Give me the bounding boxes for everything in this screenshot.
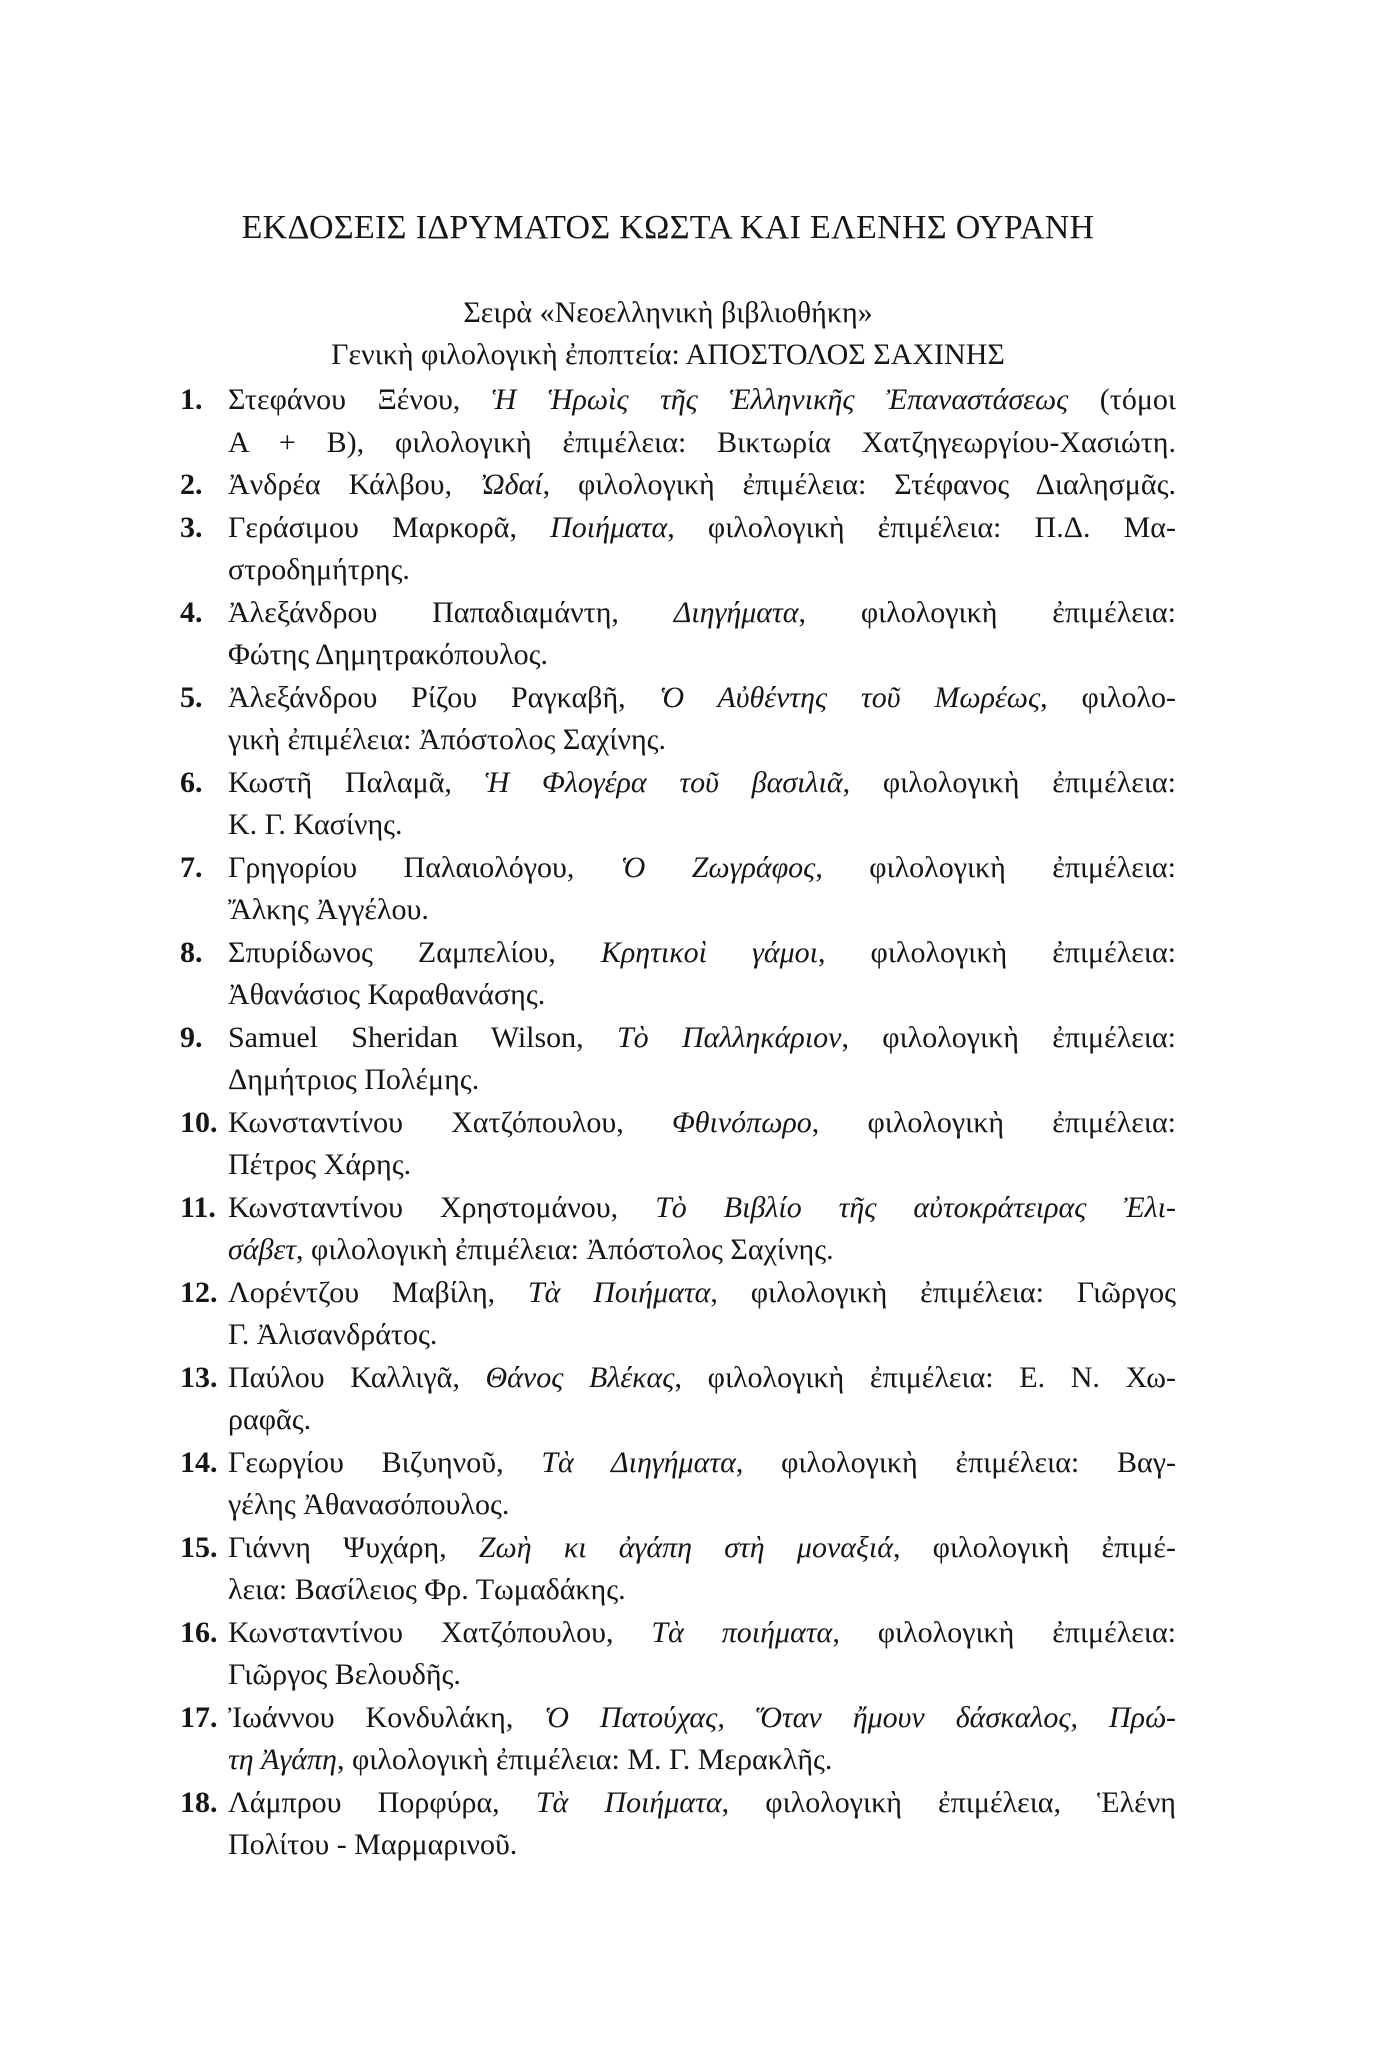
publisher-title: ΕΚΔΟΣΕΙΣ ΙΔΡΥΜΑΤΟΣ ΚΩΣΤΑ ΚΑΙ ΕΛΕΝΗΣ ΟΥΡΑΝΗ xyxy=(241,209,1095,246)
entry-line xyxy=(228,974,1176,1017)
entry-text: , φιλολογικὴ ἐπιμέλεια: Βαγ- xyxy=(735,1445,1176,1479)
list-item xyxy=(180,1527,1176,1612)
entry-text: στροδημήτρης. xyxy=(228,553,410,586)
entry-line xyxy=(228,464,1176,507)
item-number: 9. xyxy=(180,1020,203,1054)
entry-text: , φιλολογικὴ ἐπιμέ- xyxy=(892,1530,1176,1564)
book-title: Φθινόπωρο xyxy=(671,1105,812,1139)
entry-line xyxy=(228,1824,1176,1867)
entry-text: Γεωργίου Βιζυηνοῦ, xyxy=(228,1445,542,1479)
entry-line xyxy=(228,1654,1176,1697)
entry-text: Πέτρος Χάρης. xyxy=(228,1148,412,1181)
book-title: Ὁ Ζωγράφος xyxy=(620,850,816,884)
book-title: Τὸ Παλληκάριον xyxy=(617,1020,842,1054)
list-item xyxy=(180,1017,1176,1102)
entry-line xyxy=(228,1739,1176,1782)
entry-line xyxy=(228,847,1176,890)
list-item xyxy=(180,1442,1176,1527)
entry-text: Κωστῆ Παλαμᾶ, xyxy=(228,765,485,799)
entry-text: , φιλολογικὴ ἐπιμέλεια: xyxy=(798,595,1176,629)
entry-text: Κωνσταντίνου Χρηστομάνου, xyxy=(228,1190,656,1224)
entry-text: Α + Β), φιλολογικὴ ἐπιμέλεια: Βικτωρία Χατζηγεωργίου-Χασιώτη. xyxy=(228,425,1176,459)
entry-line xyxy=(228,1697,1176,1740)
list-item xyxy=(180,1697,1176,1782)
list-item xyxy=(180,1782,1176,1867)
book-title: Ζωὴ κι ἀγάπη στὴ μοναξιά xyxy=(478,1530,893,1564)
entry-text: Ἄλκης Ἀγγέλου. xyxy=(228,893,429,926)
entry-text: Ἀλεξάνδρου Παπαδιαμάντη, xyxy=(228,595,674,629)
entry-text: , φιλολογικὴ ἐπιμέλεια: xyxy=(811,1105,1176,1139)
book-title: Κρητικοὶ γάμοι xyxy=(600,935,818,969)
entry-text: , φιλολογικὴ ἐπιμέλεια: Γιῶργος xyxy=(710,1275,1176,1309)
entry-text: ραφᾶς. xyxy=(228,1403,312,1436)
item-number: 5. xyxy=(180,680,203,714)
list-item xyxy=(180,1102,1176,1187)
book-title: Διηγήματα xyxy=(673,595,799,629)
entry-text: , φιλολογικὴ ἐπιμέλεια: Ε. Ν. Χω- xyxy=(674,1360,1176,1394)
entry-text: , φιλολογικὴ ἐπιμέλεια: Στέφανος Διαλησμᾶς. xyxy=(542,468,1176,501)
book-title: Τὰ Ποιήματα xyxy=(527,1275,711,1309)
entry-text: , φιλολογικὴ ἐπιμέλεια: xyxy=(815,850,1176,884)
entry-text: γικὴ ἐπιμέλεια: Ἀπόστολος Σαχίνης. xyxy=(228,723,667,756)
entry-text: Λορέντζου Μαβίλη, xyxy=(228,1275,528,1309)
item-number: 13. xyxy=(180,1360,218,1394)
list-item xyxy=(180,932,1176,1017)
entry-text: Ἀθανάσιος Καραθανάσης. xyxy=(228,978,546,1011)
entry-line xyxy=(228,634,1176,677)
entry-text: , φιλολογικὴ ἐπιμέλεια, Ἑλένη xyxy=(721,1785,1176,1819)
entry-line xyxy=(228,1017,1176,1060)
book-title: σάβετ xyxy=(228,1233,297,1266)
entry-line xyxy=(228,804,1176,847)
item-number: 1. xyxy=(180,383,203,416)
list-item xyxy=(180,847,1176,932)
entry-line xyxy=(228,1229,1176,1272)
item-number: 15. xyxy=(180,1530,218,1564)
item-number: 10. xyxy=(180,1105,218,1139)
entry-line xyxy=(228,1187,1176,1230)
item-number: 4. xyxy=(180,595,203,629)
entry-text: (τόμοι xyxy=(1068,383,1176,416)
entry-text: , φιλολογικὴ ἐπιμέλεια: xyxy=(817,935,1176,969)
item-number: 8. xyxy=(180,935,203,969)
list-item xyxy=(180,507,1176,592)
book-title: Ἡ Ἡρωὶς τῆς Ἑλληνικῆς Ἐπαναστάσεως xyxy=(491,383,1069,416)
entry-line xyxy=(228,422,1176,465)
entry-line xyxy=(228,1272,1176,1315)
book-title: τη Ἀγάπη xyxy=(228,1743,337,1776)
entry-line xyxy=(228,1527,1176,1570)
entry-text: Παύλου Καλλιγᾶ, xyxy=(228,1360,486,1394)
entry-line xyxy=(228,549,1176,592)
entry-text: Λάμπρου Πορφύρα, xyxy=(228,1785,536,1819)
entry-line xyxy=(228,1314,1176,1357)
entry-text: , φιλολογικὴ ἐπιμέλεια: Μ. Γ. Μερακλῆς. xyxy=(336,1743,833,1776)
list-item xyxy=(180,592,1176,677)
entry-text: Ἰωάννου Κονδυλάκη, xyxy=(228,1700,545,1734)
entry-line xyxy=(228,762,1176,805)
entry-line xyxy=(228,1612,1176,1655)
book-title: Ἡ Φλογέρα τοῦ βασιλιᾶ xyxy=(484,765,843,799)
item-number: 2. xyxy=(180,468,203,501)
entry-text: Γιῶργος Βελουδῆς. xyxy=(228,1658,461,1691)
entry-text: Samuel Sheridan Wilson, xyxy=(228,1020,617,1054)
book-title: Τὰ Διηγήματα xyxy=(541,1445,736,1479)
entry-text: Δημήτριος Πολέμης. xyxy=(228,1063,480,1096)
entry-line xyxy=(228,1569,1176,1612)
entry-text: , φιλολογικὴ ἐπιμέλεια: xyxy=(841,1020,1176,1054)
item-number: 7. xyxy=(180,850,203,884)
entry-line xyxy=(228,592,1176,635)
entry-line xyxy=(228,932,1176,975)
entry-line xyxy=(228,1782,1176,1825)
entry-line xyxy=(228,1144,1176,1187)
entry-text: , φιλολογικὴ ἐπιμέλεια: xyxy=(842,765,1176,799)
list-item xyxy=(180,379,1176,464)
entry-line xyxy=(228,1442,1176,1485)
entry-text: λεια: Βασίλειος Φρ. Τωμαδάκης. xyxy=(228,1573,626,1606)
list-item xyxy=(180,1272,1176,1357)
entry-text: Κωνσταντίνου Χατζόπουλου, xyxy=(228,1615,652,1649)
item-number: 18. xyxy=(180,1785,218,1819)
entry-text: , φιλολογικὴ ἐπιμέλεια: Π.Δ. Μα- xyxy=(667,510,1176,544)
item-number: 6. xyxy=(180,765,203,799)
item-number: 3. xyxy=(180,510,203,544)
list-item xyxy=(180,677,1176,762)
entry-text: Γιάννη Ψυχάρη, xyxy=(228,1530,479,1564)
book-title: Τὸ Βιβλίο τῆς αὐτοκράτειρας Ἐλι- xyxy=(655,1190,1176,1224)
entry-text: Φώτης Δημητρακόπουλος. xyxy=(228,638,549,671)
list-item xyxy=(180,1187,1176,1272)
publication-list xyxy=(180,379,1176,1867)
book-title: Τὰ ποιήματα xyxy=(651,1615,833,1649)
book-title: Ὠδαί xyxy=(479,468,543,501)
entry-text: , φιλολο- xyxy=(1040,680,1176,714)
entry-text: γέλης Ἀθανασόπουλος. xyxy=(228,1488,510,1521)
entry-line xyxy=(228,507,1176,550)
entry-line xyxy=(228,1059,1176,1102)
item-number: 14. xyxy=(180,1445,218,1479)
item-number: 12. xyxy=(180,1275,218,1309)
entry-line xyxy=(228,1484,1176,1527)
entry-text: Γρηγορίου Παλαιολόγου, xyxy=(228,850,621,884)
entry-text: Σπυρίδωνος Ζαμπελίου, xyxy=(228,935,601,969)
entry-line xyxy=(228,1399,1176,1442)
item-number: 11. xyxy=(180,1190,216,1224)
list-item xyxy=(180,464,1176,507)
series-name: Σειρὰ «Νεοελληνικὴ βιβλιοθήκη» xyxy=(463,296,873,329)
book-title: Ὁ Πατούχας, Ὅταν ἤμουν δάσκαλος, Πρώ- xyxy=(544,1700,1176,1734)
entry-line xyxy=(228,379,1176,422)
entry-text: , φιλολογικὴ ἐπιμέλεια: Ἀπόστολος Σαχίνης. xyxy=(296,1233,834,1266)
entry-line xyxy=(228,1357,1176,1400)
entry-line xyxy=(228,889,1176,932)
entry-line xyxy=(228,719,1176,762)
entry-text: Γ. Ἀλισανδράτος. xyxy=(228,1318,438,1351)
book-title: Θάνος Βλέκας xyxy=(485,1360,675,1394)
entry-text: , φιλολογικὴ ἐπιμέλεια: xyxy=(832,1615,1177,1649)
entry-text: Στεφάνου Ξένου, xyxy=(228,383,492,416)
entry-text: Ἀνδρέα Κάλβου, xyxy=(228,468,480,501)
entry-line xyxy=(228,1102,1176,1145)
entry-text: Κωνσταντίνου Χατζόπουλου, xyxy=(228,1105,672,1139)
entry-text: Ἀλεξάνδρου Ρίζου Ραγκαβῆ, xyxy=(228,680,660,714)
book-title: Ὁ Αὐθέντης τοῦ Μωρέως xyxy=(659,680,1041,714)
entry-text: Πολίτου - Μαρμαρινοῦ. xyxy=(228,1828,518,1861)
entry-text: Κ. Γ. Κασίνης. xyxy=(228,808,403,841)
list-item xyxy=(180,1612,1176,1697)
list-item xyxy=(180,1357,1176,1442)
list-item xyxy=(180,762,1176,847)
general-supervision: Γενικὴ φιλολογικὴ ἐποπτεία: ΑΠΟΣΤΟΛΟΣ ΣΑΧΙΝΗΣ xyxy=(331,338,1005,371)
item-number: 16. xyxy=(180,1615,218,1649)
item-number: 17. xyxy=(180,1700,218,1734)
book-title: Τὰ Ποιήματα xyxy=(535,1785,722,1819)
entry-text: Γεράσιμου Μαρκορᾶ, xyxy=(228,510,551,544)
book-title: Ποιήματα xyxy=(550,510,668,544)
entry-line xyxy=(228,677,1176,720)
